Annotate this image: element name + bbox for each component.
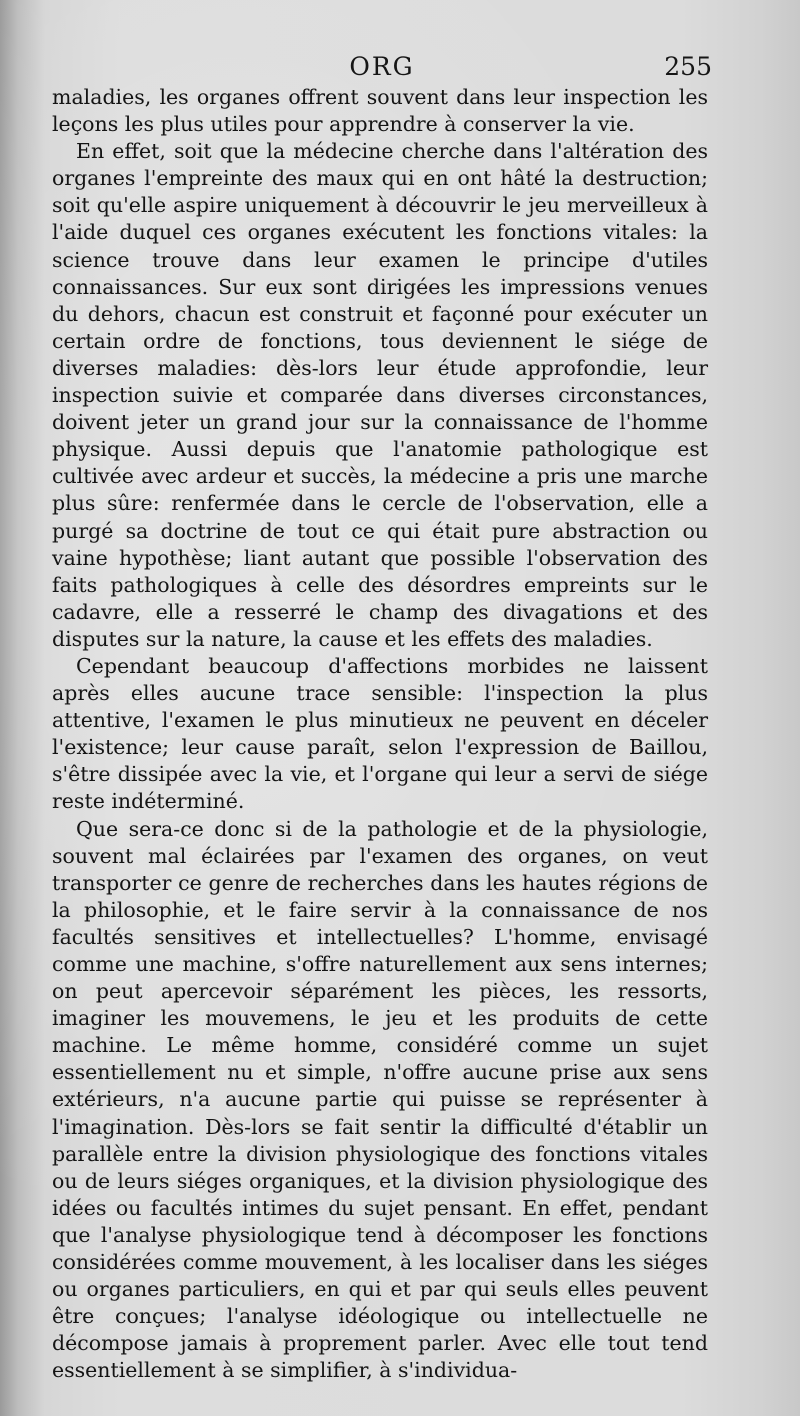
- paragraph-cependant: Cependant beaucoup d'affections morbides ne laissent après elles aucune trace sensible: l'inspection la plus attentive, l'examen le plus minutieux ne peuvent en déceler l'existence; leur cause paraît, selon l'expression de Baillou, s'être dissipée avec la vie, et l'organe qui leur a servi de siége reste indéterminé.: [52, 653, 708, 814]
- page-header: [52, 48, 712, 88]
- page-number: 255: [664, 52, 712, 81]
- paragraph-continuation: maladies, les organes offrent souvent dans leur inspection les leçons les plus utiles pour apprendre à conserver la vie.: [52, 85, 708, 137]
- paragraph-que-sera-ce: Que sera-ce donc si de la pathologie et de la physiologie, souvent mal éclairées par l'examen des organes, on veut transporter ce genre de recherches dans les hautes régions de la philosophie, et le faire servir à la connaissance de nos facultés sensitives et intellectuelles? L'homme, envisagé comme une machine, s'offre naturellement aux sens internes; on peut apercevoir séparément les pièces, les ressorts, imaginer les mouvemens, le jeu et les produits de cette machine. Le même homme, considéré comme un sujet essentiellement nu et simple, n'offre aucune prise aux sens extérieurs, n'a aucune partie qui puisse se représenter à l'imagination. Dès-lors se fait sentir la difficulté d'établir un parallèle entre la division physiologique des fonctions vitales ou de leurs siéges organiques, et la division physiologique des idées ou facultés intimes du sujet pensant. En effet, pendant que l'analyse physiologique tend à décomposer les fonctions considérées comme mouvement, à les localiser dans les siéges ou organes particuliers, en qui et par qui seuls elles peuvent être conçues; l'analyse idéologique ou intellectuelle ne décompose jamais à proprement parler. Avec elle tout tend essentiellement à se simplifier, à s'individua-: [52, 816, 708, 1383]
- body-text: [52, 84, 708, 1385]
- running-head: ORG: [349, 52, 415, 81]
- paragraph-en-effet: En effet, soit que la médecine cherche dans l'altération des organes l'empreinte des maux qui en ont hâté la destruction; soit qu'elle aspire uniquement à découvrir le jeu merveilleux à l'aide duquel ces organes exécutent les fonctions vitales: la science trouve dans leur examen le principe d'utiles connaissances. Sur eux sont dirigées les impressions venues du dehors, chacun est construit et façonné pour exécuter un certain ordre de fonctions, tous deviennent le siége de diverses maladies: dès-lors leur étude approfondie, leur inspection suivie et comparée dans diverses circonstances, doivent jeter un grand jour sur la connaissance de l'homme physique. Aussi depuis que l'anatomie pathologique est cultivée avec ardeur et succès, la médecine a pris une marche plus sûre: renfermée dans le cercle de l'observation, elle a purgé sa doctrine de tout ce qui était pure abstraction ou vaine hypothèse; liant autant que possible l'observation des faits pathologiques à celle des désordres empreints sur le cadavre, elle a resserré le champ des divagations et des disputes sur la nature, la cause et les effets des maladies.: [52, 139, 708, 651]
